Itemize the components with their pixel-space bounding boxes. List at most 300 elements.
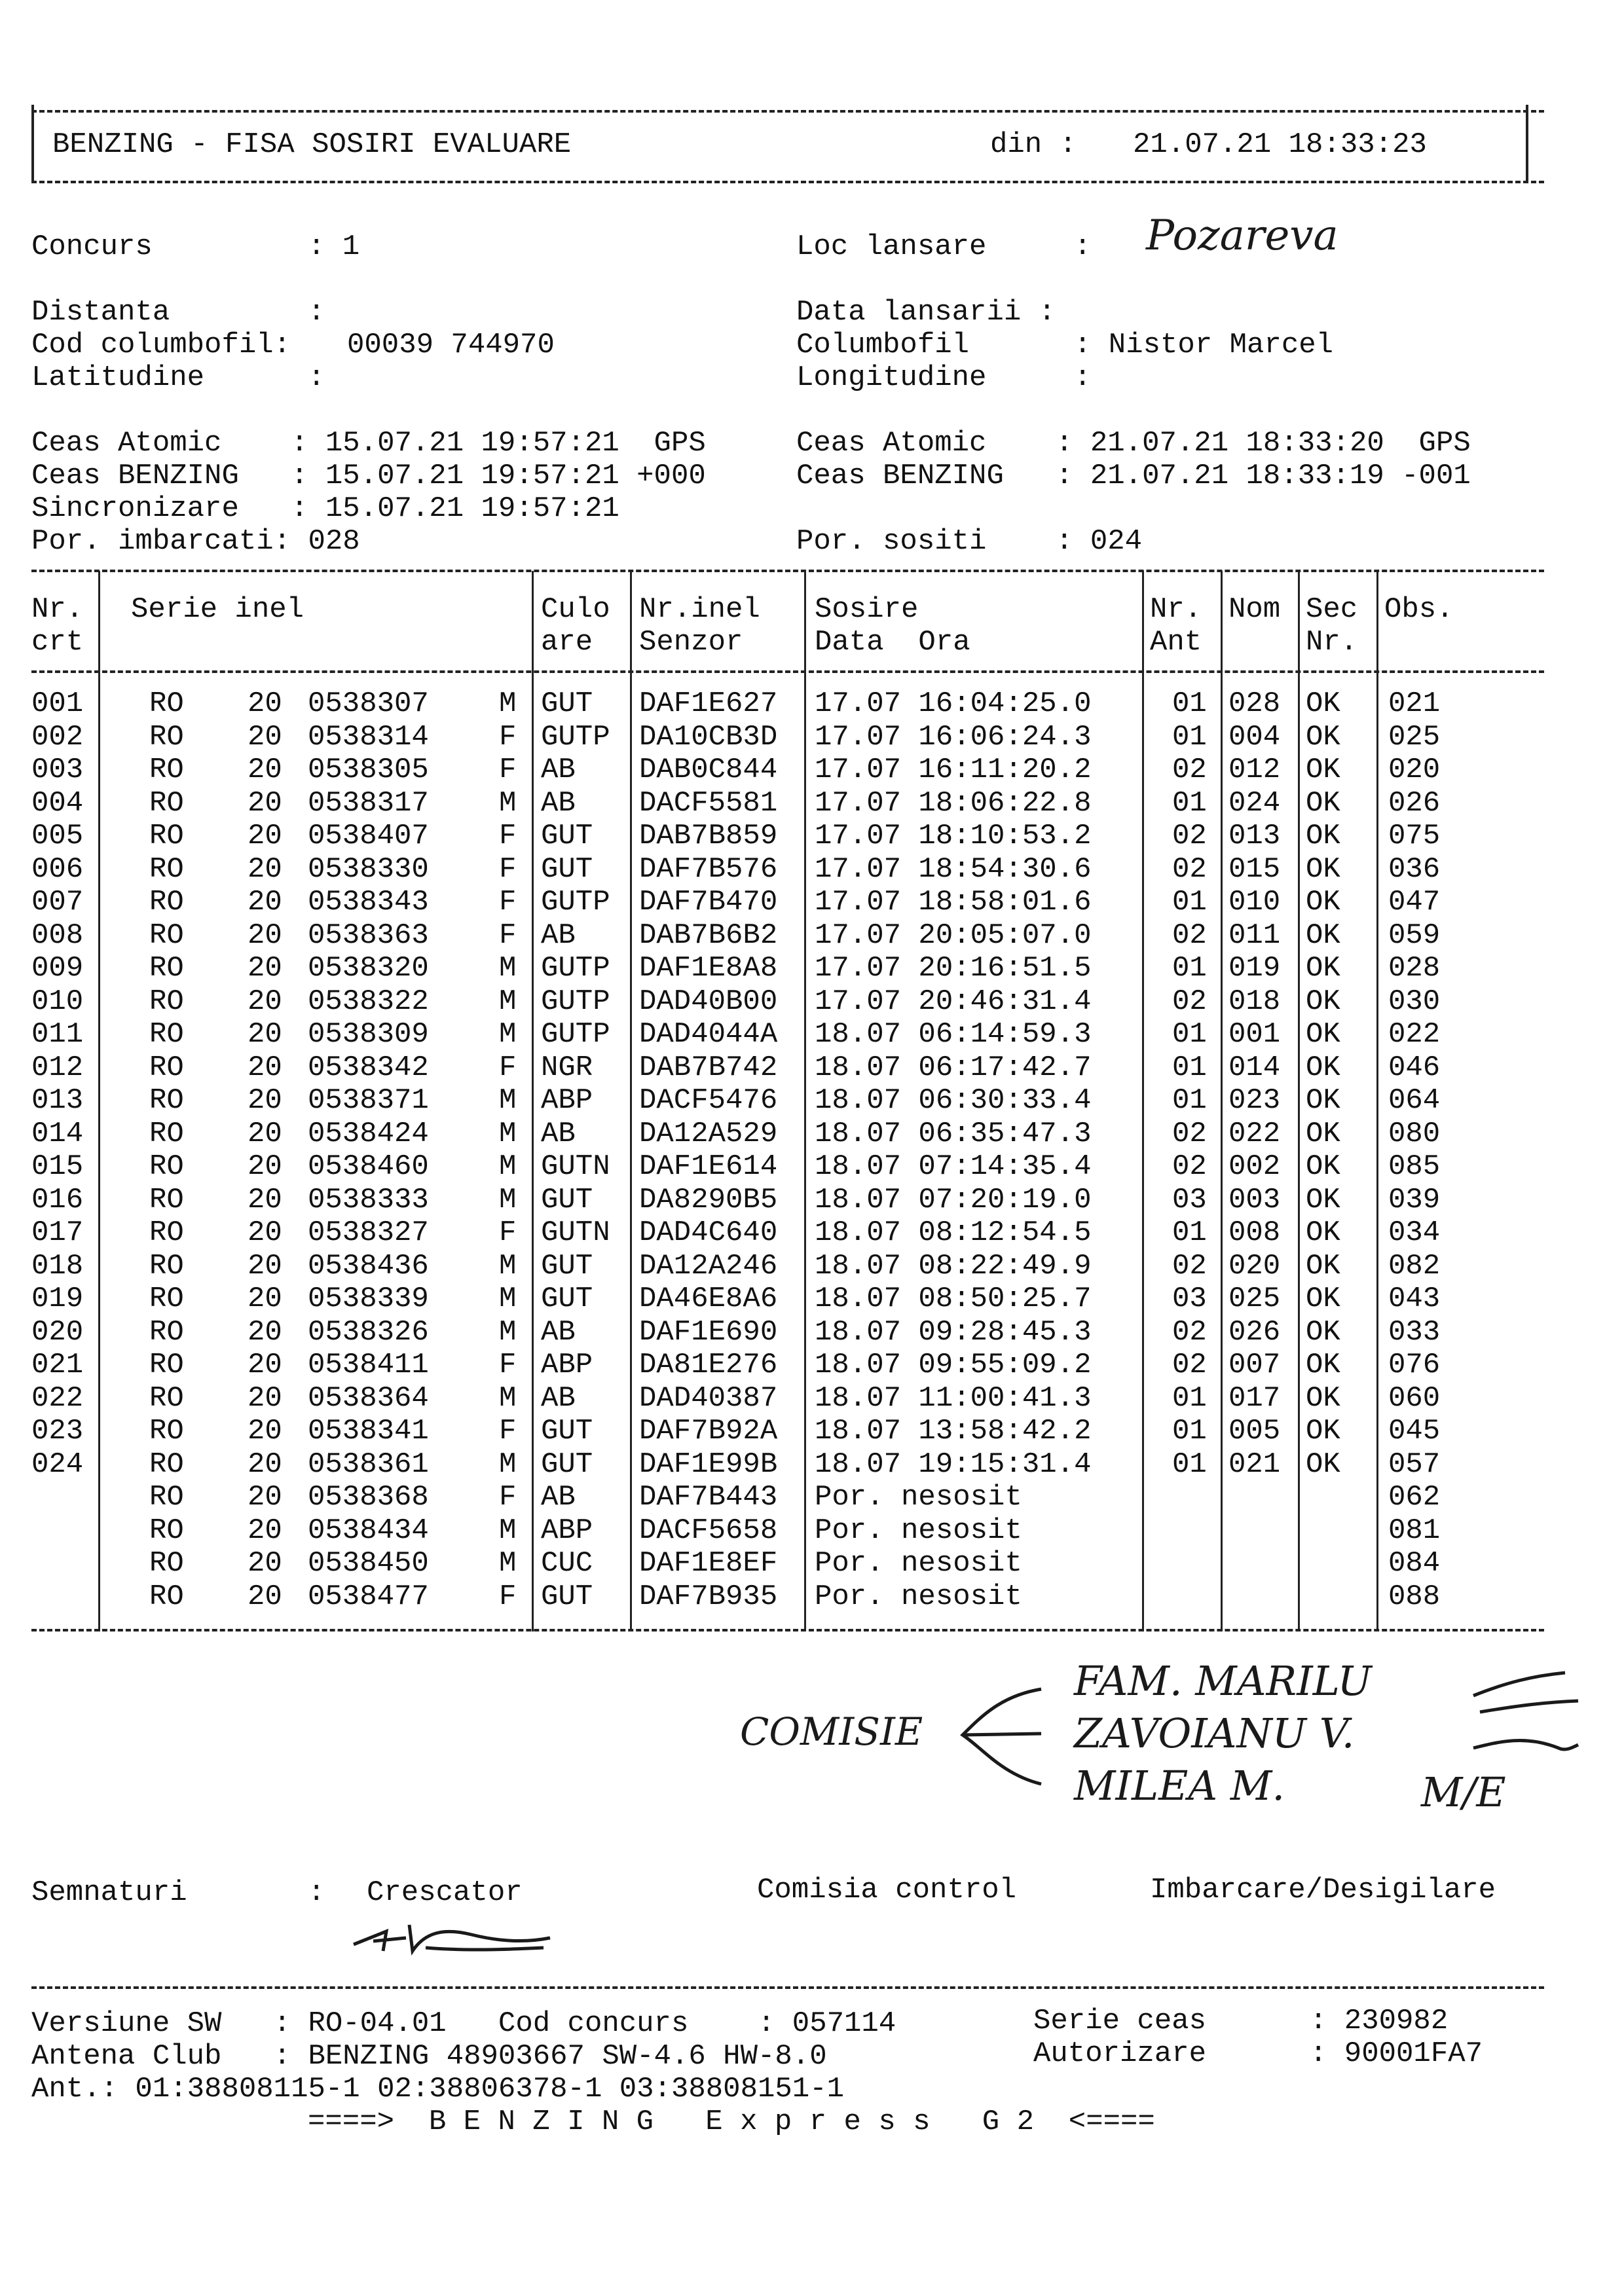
cell-year: 20	[248, 1316, 282, 1349]
cell-country: RO	[149, 754, 184, 786]
cell-sec-nr: OK	[1306, 1382, 1340, 1415]
cell-obs: 043	[1388, 1283, 1441, 1315]
cell-sex: M	[499, 985, 517, 1018]
cell-sex: M	[499, 1018, 517, 1051]
cell-obs: 026	[1388, 787, 1441, 820]
cell-nr-inel-senzor: DAF1E627	[639, 687, 778, 720]
cell-nr-ant: 01	[1172, 886, 1207, 919]
cell-nr-ant: 02	[1172, 754, 1207, 786]
cell-sosire: 18.07 13:58:42.2	[815, 1415, 1092, 1448]
cell-nr-crt: 007	[31, 886, 84, 919]
cell-country: RO	[149, 919, 184, 952]
cod-columbofil-value: 00039 744970	[347, 329, 555, 361]
cell-nr-inel-senzor: DAF7B576	[639, 853, 778, 886]
cell-obs: 028	[1388, 952, 1441, 985]
cell-nom: 025	[1228, 1283, 1281, 1315]
cell-nr-inel-senzor: DA46E8A6	[639, 1283, 778, 1315]
cell-nr-ant: 02	[1172, 985, 1207, 1018]
handwritten-commission-member-3: MILEA M.	[1074, 1762, 1285, 1810]
cell-nr-ant: 03	[1172, 1184, 1207, 1216]
cell-country: RO	[149, 1051, 184, 1084]
cell-sosire: 17.07 20:16:51.5	[815, 952, 1092, 985]
cell-nr-inel-senzor: DAF7B443	[639, 1481, 778, 1514]
col-divider-serie	[532, 571, 534, 1631]
cell-nr-ant: 01	[1172, 1084, 1207, 1117]
cell-nr-crt: 002	[31, 721, 84, 754]
cell-nom: 026	[1228, 1316, 1281, 1349]
cell-ring-number: 0538364	[308, 1382, 429, 1415]
cell-nom: 002	[1228, 1150, 1281, 1183]
cell-sec-nr: OK	[1306, 1150, 1340, 1183]
cell-sex: F	[499, 721, 517, 754]
cell-year: 20	[248, 721, 282, 754]
cell-year: 20	[248, 1514, 282, 1547]
cell-country: RO	[149, 820, 184, 852]
col-divider-crt	[98, 571, 100, 1631]
cell-nr-ant: 01	[1172, 787, 1207, 820]
header-bottom-border	[31, 181, 1544, 183]
cell-country: RO	[149, 1415, 184, 1448]
cell-year: 20	[248, 1118, 282, 1150]
longitudine-label: Longitudine	[796, 361, 987, 394]
cell-obs: 084	[1388, 1547, 1441, 1580]
footer-divider	[31, 1986, 1544, 1989]
cell-ring-number: 0538368	[308, 1481, 429, 1514]
cell-sex: M	[499, 1184, 517, 1216]
cell-sosire: 17.07 16:04:25.0	[815, 687, 1092, 720]
print-date-label: din :	[990, 128, 1077, 161]
cell-nr-inel-senzor: DAF1E8EF	[639, 1547, 778, 1580]
cell-country: RO	[149, 952, 184, 985]
columbofil-value: : Nistor Marcel	[1074, 329, 1334, 361]
print-date-value: 21.07.21 18:33:23	[1133, 128, 1427, 161]
cell-nr-inel-senzor: DACF5658	[639, 1514, 778, 1547]
cell-nom: 001	[1228, 1018, 1281, 1051]
cell-obs: 064	[1388, 1084, 1441, 1117]
cell-sex: F	[499, 820, 517, 852]
cell-ring-number: 0538343	[308, 886, 429, 919]
cell-nr-ant: 02	[1172, 1316, 1207, 1349]
cell-nr-crt: 008	[31, 919, 84, 952]
cell-sosire: 17.07 20:46:31.4	[815, 985, 1092, 1018]
cell-nr-crt: 020	[31, 1316, 84, 1349]
th-nom: Nom	[1228, 593, 1281, 626]
th-nr-inel-2: Senzor	[639, 626, 743, 659]
cell-ring-number: 0538314	[308, 721, 429, 754]
cell-sosire: 18.07 06:17:42.7	[815, 1051, 1092, 1084]
cell-year: 20	[248, 1448, 282, 1481]
cell-obs: 047	[1388, 886, 1441, 919]
cell-obs: 088	[1388, 1580, 1441, 1613]
cell-nr-crt: 021	[31, 1349, 84, 1381]
cell-obs: 085	[1388, 1150, 1441, 1183]
cell-nom: 021	[1228, 1448, 1281, 1481]
th-sec-1: Sec	[1306, 593, 1358, 626]
cell-nr-crt: 016	[31, 1184, 84, 1216]
cell-nom: 011	[1228, 919, 1281, 952]
cell-year: 20	[248, 1184, 282, 1216]
cell-culoare: GUTN	[541, 1150, 610, 1183]
cell-nr-inel-senzor: DAD4C640	[639, 1216, 778, 1249]
cell-sosire: 18.07 11:00:41.3	[815, 1382, 1092, 1415]
cell-nom: 020	[1228, 1250, 1281, 1283]
cell-ring-number: 0538460	[308, 1150, 429, 1183]
cell-nr-inel-senzor: DAD4044A	[639, 1018, 778, 1051]
cell-nr-inel-senzor: DAF7B470	[639, 886, 778, 919]
document-title: BENZING - FISA SOSIRI EVALUARE	[52, 128, 572, 161]
clock-left-benzing: Ceas BENZING : 15.07.21 19:57:21 +000	[31, 460, 706, 492]
cell-sosire: 18.07 19:15:31.4	[815, 1448, 1092, 1481]
cell-sosire: 18.07 08:12:54.5	[815, 1216, 1092, 1249]
cell-year: 20	[248, 886, 282, 919]
cell-country: RO	[149, 1150, 184, 1183]
cell-sex: M	[499, 1514, 517, 1547]
porumbei-sositi: Por. sositi : 024	[796, 525, 1143, 558]
cell-sec-nr: OK	[1306, 1349, 1340, 1381]
cell-sex: M	[499, 1150, 517, 1183]
cell-sex: F	[499, 1415, 517, 1448]
cell-sex: M	[499, 952, 517, 985]
cell-nom: 028	[1228, 687, 1281, 720]
cell-culoare: ABP	[541, 1084, 593, 1117]
cell-culoare: GUT	[541, 1283, 593, 1315]
cell-nr-crt: 011	[31, 1018, 84, 1051]
cell-sec-nr: OK	[1306, 985, 1340, 1018]
cell-nr-inel-senzor: DACF5476	[639, 1084, 778, 1117]
cell-sex: F	[499, 1216, 517, 1249]
cell-culoare: GUTP	[541, 886, 610, 919]
cell-nom: 019	[1228, 952, 1281, 985]
cell-nom: 012	[1228, 754, 1281, 786]
cell-nr-inel-senzor: DAB7B6B2	[639, 919, 778, 952]
cell-sex: M	[499, 1448, 517, 1481]
cell-sosire: 18.07 09:28:45.3	[815, 1316, 1092, 1349]
cell-nom: 022	[1228, 1118, 1281, 1150]
cell-culoare: AB	[541, 1316, 576, 1349]
cell-country: RO	[149, 787, 184, 820]
cell-culoare: GUTP	[541, 721, 610, 754]
cell-nom: 023	[1228, 1084, 1281, 1117]
cell-year: 20	[248, 1250, 282, 1283]
cell-sex: M	[499, 1316, 517, 1349]
cell-nr-inel-senzor: DAF7B92A	[639, 1415, 778, 1448]
cell-sosire: 18.07 06:30:33.4	[815, 1084, 1092, 1117]
cell-year: 20	[248, 754, 282, 786]
cell-sec-nr: OK	[1306, 1216, 1340, 1249]
cell-obs: 036	[1388, 853, 1441, 886]
th-culoare-2: are	[541, 626, 593, 659]
semnaturi-label: Semnaturi	[31, 1876, 187, 1909]
cell-nom: 005	[1228, 1415, 1281, 1448]
cell-sex: M	[499, 1118, 517, 1150]
footer-brand-banner: ====> B E N Z I N G E x p r e s s G 2 <====	[308, 2105, 1155, 2138]
cell-obs: 082	[1388, 1250, 1441, 1283]
cell-obs: 080	[1388, 1118, 1441, 1150]
cell-nom: 003	[1228, 1184, 1281, 1216]
cell-obs: 033	[1388, 1316, 1441, 1349]
cell-country: RO	[149, 853, 184, 886]
cell-nr-inel-senzor: DA10CB3D	[639, 721, 778, 754]
cell-sosire: 17.07 18:06:22.8	[815, 787, 1092, 820]
handwritten-comisie: COMISIE	[740, 1709, 923, 1754]
cell-nom: 013	[1228, 820, 1281, 852]
handwritten-signature-right: M/E	[1421, 1768, 1506, 1816]
cell-sec-nr: OK	[1306, 1415, 1340, 1448]
cell-nr-crt: 017	[31, 1216, 84, 1249]
cell-ring-number: 0538327	[308, 1216, 429, 1249]
col-divider-ant	[1221, 571, 1223, 1631]
cell-sex: M	[499, 787, 517, 820]
cell-ring-number: 0538320	[308, 952, 429, 985]
cell-sec-nr: OK	[1306, 787, 1340, 820]
cell-year: 20	[248, 1018, 282, 1051]
cell-country: RO	[149, 886, 184, 919]
cell-nom: 004	[1228, 721, 1281, 754]
header-left-border	[31, 105, 34, 183]
cell-sec-nr: OK	[1306, 952, 1340, 985]
cod-columbofil-label: Cod columbofil:	[31, 329, 291, 361]
cell-country: RO	[149, 1382, 184, 1415]
cell-nr-inel-senzor: DA81E276	[639, 1349, 778, 1381]
cell-nr-inel-senzor: DA8290B5	[639, 1184, 778, 1216]
th-serie-inel: Serie inel	[131, 593, 304, 626]
cell-nr-crt: 022	[31, 1382, 84, 1415]
cell-year: 20	[248, 1283, 282, 1315]
cell-sosire: 17.07 18:54:30.6	[815, 853, 1092, 886]
cell-nr-ant: 01	[1172, 687, 1207, 720]
cell-year: 20	[248, 1481, 282, 1514]
cell-obs: 034	[1388, 1216, 1441, 1249]
cell-year: 20	[248, 820, 282, 852]
cell-sosire: Por. nesosit	[815, 1580, 1022, 1613]
table-header-divider	[31, 670, 1544, 673]
cell-ring-number: 0538317	[308, 787, 429, 820]
cell-ring-number: 0538342	[308, 1051, 429, 1084]
longitudine-sep: :	[1074, 361, 1092, 394]
cell-culoare: CUC	[541, 1547, 593, 1580]
cell-nom: 010	[1228, 886, 1281, 919]
cell-country: RO	[149, 1118, 184, 1150]
cell-sex: M	[499, 1547, 517, 1580]
cell-sec-nr: OK	[1306, 853, 1340, 886]
cell-ring-number: 0538424	[308, 1118, 429, 1150]
cell-nr-ant: 02	[1172, 919, 1207, 952]
data-lansarii-label: Data lansarii :	[796, 296, 1056, 329]
cell-obs: 025	[1388, 721, 1441, 754]
cell-year: 20	[248, 1382, 282, 1415]
col-divider-nrinel	[804, 571, 806, 1631]
cell-ring-number: 0538322	[308, 985, 429, 1018]
cell-culoare: AB	[541, 1481, 576, 1514]
cell-nr-inel-senzor: DA12A246	[639, 1250, 778, 1283]
cell-nom: 014	[1228, 1051, 1281, 1084]
cell-ring-number: 0538307	[308, 687, 429, 720]
cell-year: 20	[248, 919, 282, 952]
cell-culoare: GUT	[541, 687, 593, 720]
cell-culoare: AB	[541, 1382, 576, 1415]
cell-nom: 015	[1228, 853, 1281, 886]
cell-obs: 076	[1388, 1349, 1441, 1381]
concurs-value: : 1	[308, 230, 360, 263]
cell-obs: 081	[1388, 1514, 1441, 1547]
footer-autorizare-value: : 90001FA7	[1310, 2037, 1483, 2070]
col-divider-sosire	[1142, 571, 1144, 1631]
signature-scribble-1	[1467, 1650, 1585, 1768]
cell-country: RO	[149, 1514, 184, 1547]
cell-obs: 021	[1388, 687, 1441, 720]
cell-sec-nr: OK	[1306, 820, 1340, 852]
cell-sosire: 17.07 16:06:24.3	[815, 721, 1092, 754]
cell-ring-number: 0538361	[308, 1448, 429, 1481]
cell-sec-nr: OK	[1306, 1084, 1340, 1117]
cell-sex: M	[499, 1382, 517, 1415]
concurs-label: Concurs	[31, 230, 153, 263]
cell-sosire: 17.07 18:10:53.2	[815, 820, 1092, 852]
cell-sec-nr: OK	[1306, 687, 1340, 720]
cell-nr-inel-senzor: DACF5581	[639, 787, 778, 820]
cell-sec-nr: OK	[1306, 1448, 1340, 1481]
cell-obs: 022	[1388, 1018, 1441, 1051]
cell-culoare: AB	[541, 1118, 576, 1150]
brace-icon	[943, 1676, 1048, 1794]
col-divider-culoare	[630, 571, 632, 1631]
cell-year: 20	[248, 1349, 282, 1381]
cell-nr-ant: 01	[1172, 1051, 1207, 1084]
cell-ring-number: 0538333	[308, 1184, 429, 1216]
cell-nr-ant: 01	[1172, 1448, 1207, 1481]
cell-nr-crt: 012	[31, 1051, 84, 1084]
cell-nr-inel-senzor: DAF1E8A8	[639, 952, 778, 985]
cell-sex: F	[499, 1051, 517, 1084]
cell-year: 20	[248, 985, 282, 1018]
cell-ring-number: 0538330	[308, 853, 429, 886]
th-sosire-1: Sosire	[815, 593, 919, 626]
cell-year: 20	[248, 952, 282, 985]
cell-sex: F	[499, 853, 517, 886]
cell-nr-ant: 02	[1172, 1349, 1207, 1381]
col-divider-sec	[1376, 571, 1378, 1631]
cell-nr-inel-senzor: DAF1E99B	[639, 1448, 778, 1481]
cell-sosire: 18.07 09:55:09.2	[815, 1349, 1092, 1381]
cell-ring-number: 0538309	[308, 1018, 429, 1051]
cell-nr-ant: 01	[1172, 1018, 1207, 1051]
cell-nr-ant: 03	[1172, 1283, 1207, 1315]
cell-country: RO	[149, 1349, 184, 1381]
cell-sec-nr: OK	[1306, 754, 1340, 786]
cell-sosire: 18.07 08:50:25.7	[815, 1283, 1092, 1315]
distanta-label: Distanta	[31, 296, 170, 329]
cell-culoare: GUTP	[541, 952, 610, 985]
cell-sec-nr: OK	[1306, 1283, 1340, 1315]
cell-ring-number: 0538305	[308, 754, 429, 786]
cell-nr-crt: 014	[31, 1118, 84, 1150]
cell-ring-number: 0538450	[308, 1547, 429, 1580]
cell-sec-nr: OK	[1306, 1051, 1340, 1084]
cell-country: RO	[149, 687, 184, 720]
cell-culoare: ABP	[541, 1514, 593, 1547]
cell-ring-number: 0538411	[308, 1349, 429, 1381]
clock-right-atomic: Ceas Atomic : 21.07.21 18:33:20 GPS	[796, 427, 1471, 460]
cell-ring-number: 0538339	[308, 1283, 429, 1315]
cell-nr-crt: 004	[31, 787, 84, 820]
cell-year: 20	[248, 853, 282, 886]
cell-ring-number: 0538477	[308, 1580, 429, 1613]
cell-country: RO	[149, 1316, 184, 1349]
cell-nr-inel-senzor: DAF7B935	[639, 1580, 778, 1613]
cell-country: RO	[149, 1084, 184, 1117]
cell-sex: M	[499, 1283, 517, 1315]
latitudine-sep: :	[308, 361, 325, 394]
cell-obs: 059	[1388, 919, 1441, 952]
cell-nr-crt: 010	[31, 985, 84, 1018]
cell-sex: M	[499, 687, 517, 720]
cell-ring-number: 0538407	[308, 820, 429, 852]
cell-nr-crt: 024	[31, 1448, 84, 1481]
cell-nom: 017	[1228, 1382, 1281, 1415]
cell-ring-number: 0538341	[308, 1415, 429, 1448]
cell-culoare: GUT	[541, 1250, 593, 1283]
cell-ring-number: 0538326	[308, 1316, 429, 1349]
cell-nom: 008	[1228, 1216, 1281, 1249]
cell-ring-number: 0538371	[308, 1084, 429, 1117]
cell-ring-number: 0538363	[308, 919, 429, 952]
cell-nr-ant: 02	[1172, 1250, 1207, 1283]
cell-nr-crt: 009	[31, 952, 84, 985]
cell-sosire: 18.07 07:14:35.4	[815, 1150, 1092, 1183]
cell-sec-nr: OK	[1306, 1184, 1340, 1216]
cell-nom: 007	[1228, 1349, 1281, 1381]
cell-sex: F	[499, 1349, 517, 1381]
th-obs: Obs.	[1384, 593, 1454, 626]
footer-serie-ceas-value: : 230982	[1310, 2005, 1449, 2037]
cell-nom: 024	[1228, 787, 1281, 820]
cell-obs: 020	[1388, 754, 1441, 786]
cell-country: RO	[149, 1547, 184, 1580]
cell-sosire: 18.07 07:20:19.0	[815, 1184, 1092, 1216]
th-nr-inel-1: Nr.inel	[639, 593, 760, 626]
cell-nr-inel-senzor: DAD40B00	[639, 985, 778, 1018]
cell-year: 20	[248, 687, 282, 720]
cell-ring-number: 0538436	[308, 1250, 429, 1283]
cell-culoare: GUT	[541, 1415, 593, 1448]
cell-nr-inel-senzor: DAD40387	[639, 1382, 778, 1415]
col-divider-nom	[1298, 571, 1300, 1631]
cell-culoare: GUT	[541, 820, 593, 852]
cell-country: RO	[149, 1250, 184, 1283]
header-right-border	[1526, 105, 1528, 183]
cell-culoare: GUT	[541, 853, 593, 886]
cell-nr-ant: 01	[1172, 1415, 1207, 1448]
cell-sec-nr: OK	[1306, 1118, 1340, 1150]
loc-lansare-label: Loc lansare	[796, 230, 987, 263]
cell-country: RO	[149, 1018, 184, 1051]
cell-nr-ant: 02	[1172, 853, 1207, 886]
cell-nr-crt: 015	[31, 1150, 84, 1183]
cell-sec-nr: OK	[1306, 1018, 1340, 1051]
cell-country: RO	[149, 1481, 184, 1514]
cell-country: RO	[149, 1216, 184, 1249]
cell-year: 20	[248, 1415, 282, 1448]
cell-sec-nr: OK	[1306, 886, 1340, 919]
handwritten-commission-member-1: FAM. MARILU	[1074, 1657, 1372, 1705]
cell-nr-inel-senzor: DAF1E614	[639, 1150, 778, 1183]
cell-obs: 060	[1388, 1382, 1441, 1415]
footer-antennas: Ant.: 01:38808115-1 02:38806378-1 03:38808151-1	[31, 2073, 845, 2105]
clock-left-atomic: Ceas Atomic : 15.07.21 19:57:21 GPS	[31, 427, 706, 460]
distanta-sep: :	[308, 296, 325, 329]
cell-year: 20	[248, 1051, 282, 1084]
cell-nr-ant: 01	[1172, 721, 1207, 754]
